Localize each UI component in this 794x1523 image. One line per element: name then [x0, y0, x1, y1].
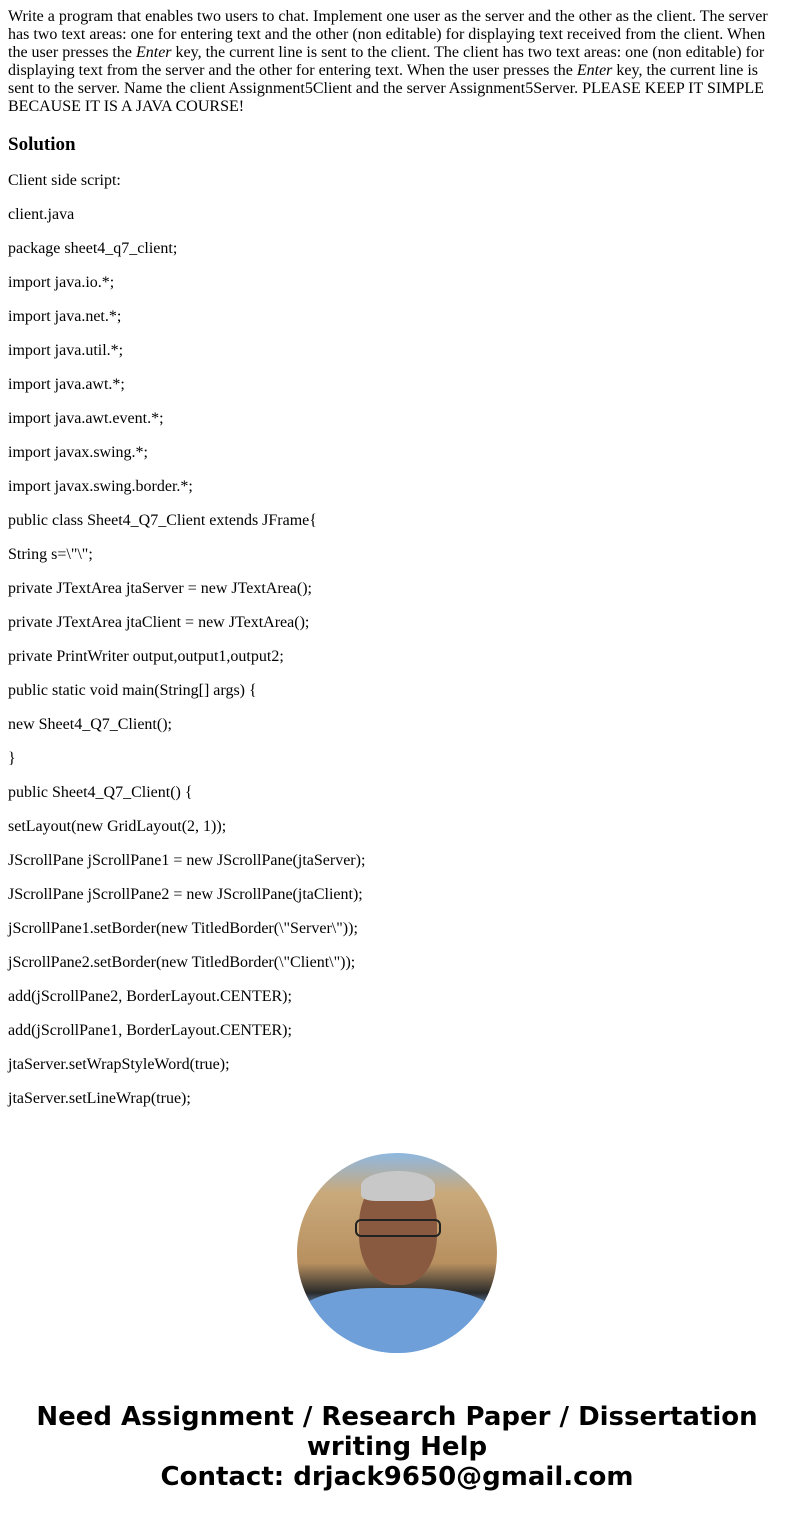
code-line: JScrollPane jScrollPane2 = new JScrollPane(jtaClient); [8, 886, 363, 903]
code-line: import java.awt.event.*; [8, 410, 164, 427]
code-line: jtaServer.setWrapStyleWord(true); [8, 1056, 230, 1073]
question-segment: key, the current line is sent to the server. Name the client Assignment5Client and the server Assignment5Server. PLEASE KEEP IT SIMPLE BECAUSE IT IS A JAVA COURSE! [8, 62, 764, 115]
code-line: public static void main(String[] args) { [8, 682, 257, 699]
code-line: import java.io.*; [8, 274, 115, 291]
photo-glasses [355, 1219, 441, 1237]
question-text [8, 8, 786, 116]
code-line: public class Sheet4_Q7_Client extends JFrame{ [8, 512, 317, 529]
code-line: import javax.swing.*; [8, 444, 148, 461]
question-segment: key, the current line is sent to the client. The client has two text areas: one (non editable) for displaying text from the server and the other for entering text. When the user presses the [8, 44, 765, 79]
photo-hair [361, 1171, 435, 1201]
solution-code [8, 172, 786, 1108]
code-line: add(jScrollPane2, BorderLayout.CENTER); [8, 988, 292, 1005]
code-line: } [8, 750, 16, 767]
code-line: package sheet4_q7_client; [8, 240, 178, 257]
code-line: private JTextArea jtaServer = new JTextArea(); [8, 580, 312, 597]
solution-heading: Solution [8, 134, 76, 155]
code-line: setLayout(new GridLayout(2, 1)); [8, 818, 227, 835]
banner-line-2: writing Help [306, 1432, 488, 1462]
contact-banner [0, 1402, 794, 1492]
question-segment: Write a program that enables two users to chat. Implement one user as the server and the other as the client. The server has two text areas: one for entering text and the other (non editable) for displaying text received from the client. When the user presses the [8, 8, 768, 61]
author-photo [297, 1153, 497, 1353]
code-line: client.java [8, 206, 75, 223]
emphasis-text: Enter [576, 62, 613, 79]
code-line: private JTextArea jtaClient = new JTextArea(); [8, 614, 310, 631]
code-line: import java.awt.*; [8, 376, 125, 393]
code-line: jScrollPane2.setBorder(new TitledBorder(\"Client\")); [8, 954, 356, 971]
code-line: Client side script: [8, 172, 121, 189]
banner-contact: Contact: drjack9650@gmail.com [160, 1462, 634, 1492]
banner-line-1: Need Assignment / Research Paper / Dissertation [36, 1402, 758, 1432]
code-line: jtaServer.setLineWrap(true); [8, 1090, 191, 1107]
code-line: add(jScrollPane1, BorderLayout.CENTER); [8, 1022, 292, 1039]
code-line: jScrollPane1.setBorder(new TitledBorder(\"Server\")); [8, 920, 358, 937]
photo-shirt [297, 1288, 497, 1353]
code-line: private PrintWriter output,output1,output2; [8, 648, 284, 665]
emphasis-text: Enter [135, 44, 172, 61]
code-line: public Sheet4_Q7_Client() { [8, 784, 193, 801]
code-line: JScrollPane jScrollPane1 = new JScrollPane(jtaServer); [8, 852, 366, 869]
code-line: String s=\"\"; [8, 546, 93, 563]
code-line: new Sheet4_Q7_Client(); [8, 716, 172, 733]
code-line: import javax.swing.border.*; [8, 478, 193, 495]
code-line: import java.net.*; [8, 308, 122, 325]
code-line: import java.util.*; [8, 342, 124, 359]
